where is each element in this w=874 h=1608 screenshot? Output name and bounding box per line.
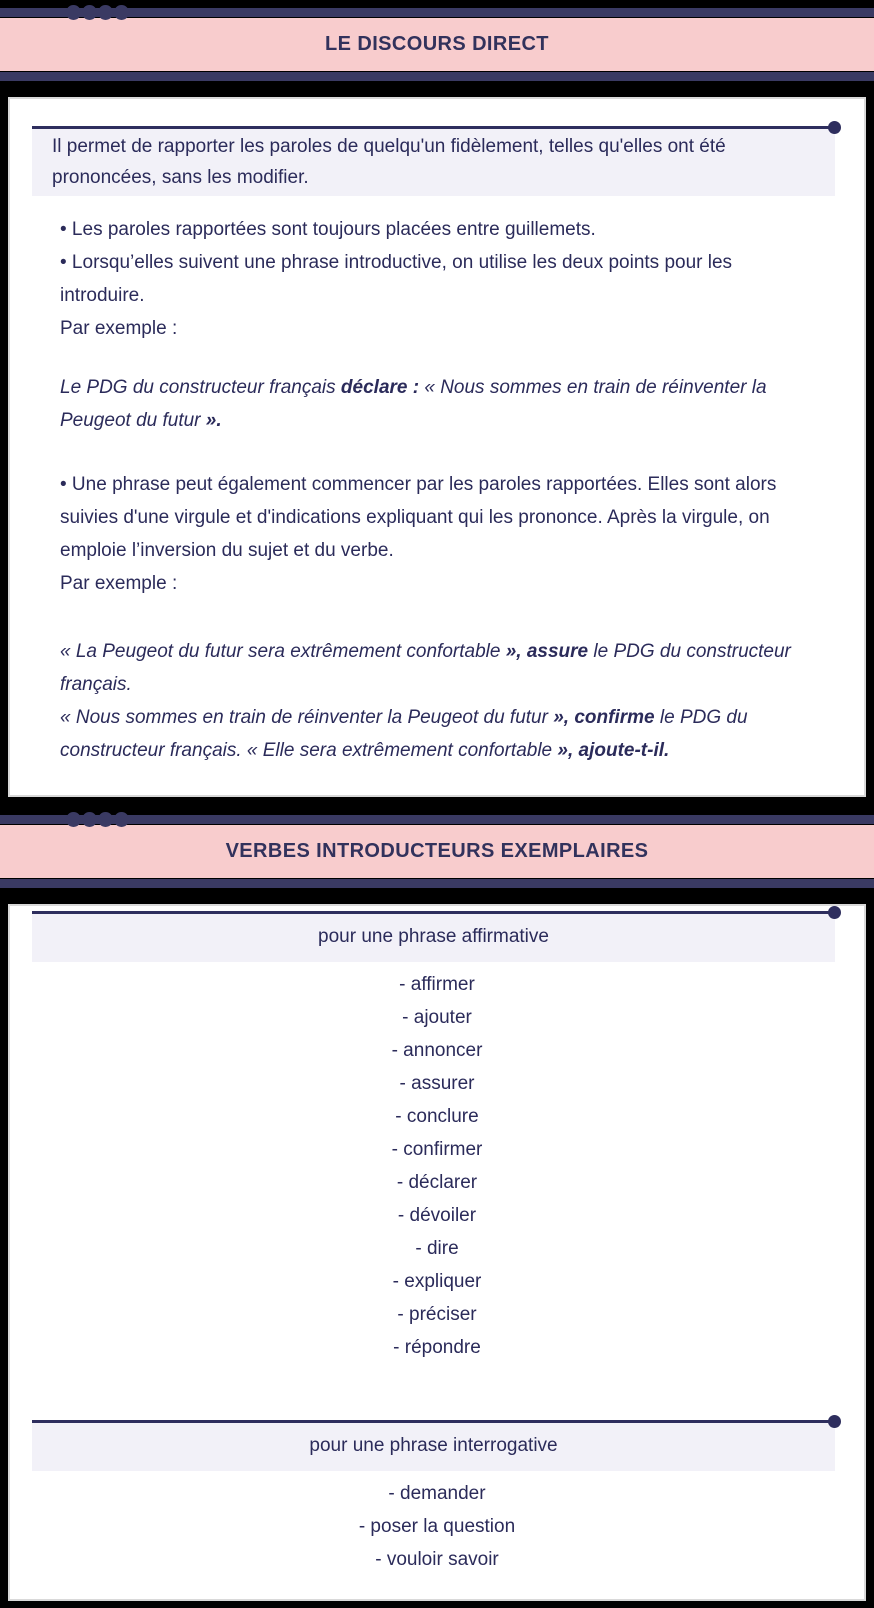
line-end-dot-icon <box>828 906 841 919</box>
verb-item: - confirmer <box>391 1139 483 1160</box>
bullet-item: • Lorsqu’elles suivent une phrase introductive, on utilise les deux points pour les introduire. <box>60 252 733 306</box>
example-segment: « Nous sommes en train de réinventer la Peugeot du futur <box>60 707 554 728</box>
example-segment-bold: », assure <box>505 641 589 662</box>
example-segment-bold: », ajoute-t-il. <box>557 740 670 761</box>
affirmative-header-box <box>32 911 835 962</box>
verb-item: - annoncer <box>391 1040 483 1061</box>
verb-item: - dévoiler <box>397 1205 477 1226</box>
example-label: Par exemple : <box>60 318 178 339</box>
example-label: Par exemple : <box>60 573 178 594</box>
example-segment-bold: ». <box>205 410 222 431</box>
dots-decoration <box>66 812 129 827</box>
example-sentence <box>60 635 816 701</box>
affirmative-verb-list <box>10 962 864 1364</box>
verb-item: - répondre <box>393 1337 481 1358</box>
dot-icon <box>98 5 113 20</box>
interrogative-header: pour une phrase interrogative <box>309 1435 558 1456</box>
example-segment: Le PDG du constructeur français <box>60 377 341 398</box>
bullet-item: • Les paroles rapportées sont toujours placées entre guillemets. <box>60 219 596 240</box>
verb-item: - ajouter <box>402 1007 472 1028</box>
example-segment: « La Peugeot du futur sera extrêmement confortable <box>60 641 506 662</box>
rules-paragraph <box>60 213 806 345</box>
divider-bar <box>0 815 874 824</box>
verb-item: - conclure <box>395 1106 479 1127</box>
dot-icon <box>82 5 97 20</box>
dot-icon <box>66 5 81 20</box>
verb-item: - vouloir savoir <box>375 1549 499 1570</box>
example-sentence <box>60 701 816 767</box>
example-paragraph-2 <box>60 635 816 767</box>
verbs-panel <box>8 904 866 1601</box>
example-segment-bold: déclare : <box>340 377 420 398</box>
rules-paragraph <box>60 468 806 600</box>
example-segment-bold: », confirme <box>553 707 655 728</box>
verb-item: - affirmer <box>399 974 475 995</box>
dot-icon <box>82 812 97 827</box>
line-end-dot-icon <box>828 1415 841 1428</box>
example-segment: le PDG du constructeur français. <box>60 641 791 695</box>
verbs-banner <box>0 825 874 878</box>
page-title: LE DISCOURS DIRECT <box>325 33 549 55</box>
verb-item: - expliquer <box>392 1271 482 1292</box>
verb-item: - demander <box>388 1483 486 1504</box>
dots-decoration <box>66 5 129 20</box>
section-title: VERBES INTRODUCTEURS EXEMPLAIRES <box>225 840 649 862</box>
dot-icon <box>98 812 113 827</box>
line-end-dot-icon <box>828 121 841 134</box>
divider-bar <box>0 72 874 81</box>
dot-icon <box>66 812 81 827</box>
explanation-panel <box>8 97 866 797</box>
verb-item: - poser la question <box>358 1516 516 1537</box>
example-segment: « Nous sommes en train de réinventer la Peugeot du futur <box>60 377 767 431</box>
page <box>0 8 874 1608</box>
dot-icon <box>114 5 129 20</box>
title-banner <box>0 18 874 71</box>
example-paragraph-1 <box>60 371 816 437</box>
top-divider-bar <box>0 8 874 17</box>
dot-icon <box>114 812 129 827</box>
bullet-item: • Une phrase peut également commencer par les paroles rapportées. Elles sont alors suivies d'une virgule et d'indications expliquant qui les prononce. Après la virgule, on emploie l’inversion du sujet et du verbe. <box>60 474 777 561</box>
verb-item: - déclarer <box>396 1172 478 1193</box>
example-segment: le PDG du constructeur français. « Elle sera extrêmement confortable <box>60 707 748 761</box>
interrogative-verb-list <box>10 1471 864 1576</box>
verb-item: - préciser <box>397 1304 477 1325</box>
affirmative-header: pour une phrase affirmative <box>318 926 549 947</box>
verb-item: - assurer <box>399 1073 475 1094</box>
intro-text: Il permet de rapporter les paroles de quelqu'un fidèlement, telles qu'elles ont été prononcées, sans les modifier. <box>52 136 726 188</box>
verb-item: - dire <box>415 1238 459 1259</box>
divider-bar <box>0 879 874 888</box>
interrogative-header-box <box>32 1420 835 1471</box>
intro-box <box>32 126 835 196</box>
